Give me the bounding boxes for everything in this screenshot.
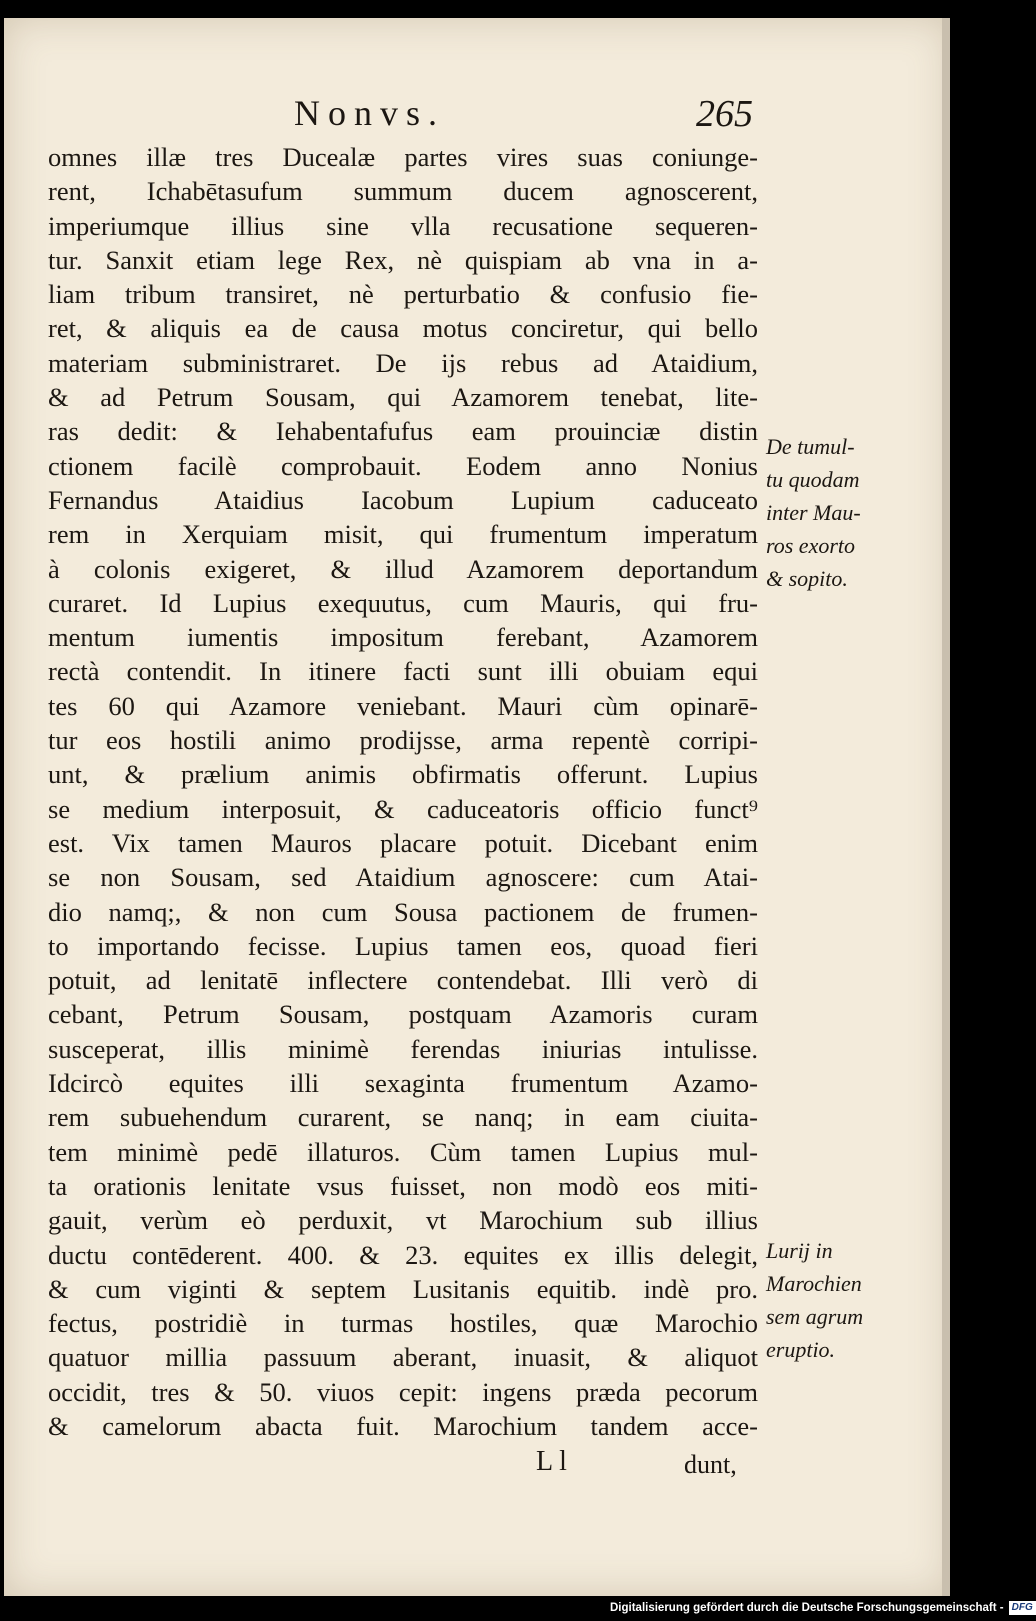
text-line: tes 60 qui Azamore veniebant. Mauri cùm opinarē- <box>48 690 758 721</box>
marginal-note-line: De tumul- <box>766 434 855 459</box>
text-line: imperiumque illius sine vlla recusatione sequeren- <box>48 210 758 241</box>
text-line: gauit, verùm eò perduxit, vt Marochium sub illius <box>48 1205 758 1236</box>
text-line: curaret. Id Lupius exequutus, cum Mauris, qui fru- <box>48 587 758 618</box>
marginal-note-line: eruptio. <box>766 1337 836 1362</box>
text-line: rem subuehendum curarent, se nanq; in eam ciuita- <box>48 1102 758 1133</box>
text-line: tur. Sanxit etiam lege Rex, nè quispiam ab vna in a- <box>48 244 758 275</box>
text-line: ductu contēderent. 400. & 23. equites ex illis delegit, <box>48 1239 758 1270</box>
text-line: ctionem facilè comprobauit. Eodem anno Nonius <box>48 450 758 481</box>
text-line: unt, & prælium animis obfirmatis offerunt. Lupius <box>48 759 758 790</box>
text-line: occidit, tres & 50. viuos cepit: ingens præda pecorum <box>48 1376 758 1407</box>
marginal-note-line: & sopito. <box>766 566 848 591</box>
text-line: susceperat, illis minimè ferendas iniurias intulisse. <box>48 1033 758 1064</box>
marginal-note-line: Lurij in <box>766 1238 833 1263</box>
marginal-note-line: Marochien <box>766 1271 862 1296</box>
text-line: Idcircò equites illi sexaginta frumentum Azamo- <box>48 1068 758 1099</box>
signature-mark: L l <box>536 1446 567 1477</box>
text-line: rem in Xerquiam misit, qui frumentum imperatum <box>48 519 758 550</box>
text-line: rent, Ichabētasufum summum ducem agnoscerent, <box>48 176 758 207</box>
marginal-note-tumult <box>766 430 916 595</box>
text-line: fectus, postridiè in turmas hostiles, quæ Marochio <box>48 1308 758 1339</box>
marginal-note-eruption <box>766 1234 916 1366</box>
text-line: est. Vix tamen Mauros placare potuit. Dicebant enim <box>48 827 758 858</box>
text-line: omnes illæ tres Ducealæ partes vires suas coniunge- <box>48 142 758 172</box>
text-line: cebant, Petrum Sousam, postquam Azamoris curam <box>48 999 758 1030</box>
main-text-block <box>48 140 758 1443</box>
text-line: à colonis exigeret, & illud Azamorem deportandum <box>48 553 758 584</box>
text-line: & cum viginti & septem Lusitanis equitib. indè pro. <box>48 1273 758 1304</box>
digitization-credit <box>610 1598 1036 1618</box>
catchword: dunt, <box>684 1450 737 1479</box>
text-line: ta orationis lenitate vsus fuisset, non modò eos miti- <box>48 1170 758 1201</box>
text-line: liam tribum transiret, nè perturbatio & confusio fie- <box>48 279 758 310</box>
text-line: materiam subministraret. De ijs rebus ad Ataidium, <box>48 347 758 378</box>
text-line: to importando fecisse. Lupius tamen eos, quoad fieri <box>48 930 758 961</box>
running-title: Nonvs. <box>294 93 446 133</box>
text-line: ret, & aliquis ea de causa motus conciretur, qui bello <box>48 313 758 344</box>
marginal-note-line: ros exorto <box>766 533 856 558</box>
text-line: mentum iumentis impositum ferebant, Azamorem <box>48 622 758 653</box>
marginal-note-line: inter Mau- <box>766 500 861 525</box>
page-footer <box>4 1446 950 1482</box>
text-line: tur eos hostili animo prodijsse, arma repentè corripi- <box>48 725 758 756</box>
text-line: rectà contendit. In itinere facti sunt illi obuiam equi <box>48 656 758 687</box>
text-line: dio namq;, & non cum Sousa pactionem de frumen- <box>48 896 758 927</box>
page-number: 265 <box>696 93 753 135</box>
text-line: ras dedit: & Iehabentafufus eam prouinciæ distin <box>48 416 758 447</box>
text-line: & camelorum abacta fuit. Marochium tandem acce- <box>48 1410 758 1441</box>
dfg-logo: DFG <box>1009 1601 1036 1615</box>
page-header <box>4 92 950 135</box>
text-line: Fernandus Ataidius Iacobum Lupium caduceato <box>48 484 758 515</box>
text-line: se non Sousam, sed Ataidium agnoscere: cum Atai- <box>48 862 758 893</box>
credit-text: Digitalisierung gefördert durch die Deutsche Forschungsgemeinschaft - <box>610 1602 1004 1614</box>
marginal-note-line: tu quodam <box>766 467 860 492</box>
book-page <box>4 18 950 1596</box>
text-line: se medium interposuit, & caduceatoris officio funct⁹ <box>48 793 758 824</box>
marginal-note-line: sem agrum <box>766 1304 864 1329</box>
text-line: potuit, ad lenitatē inflectere contendebat. Illi verò di <box>48 965 758 996</box>
text-line: tem minimè pedē illaturos. Cùm tamen Lupius mul- <box>48 1136 758 1167</box>
text-line: & ad Petrum Sousam, qui Azamorem tenebat, lite- <box>48 382 758 413</box>
text-line: quatuor millia passuum aberant, inuasit, & aliquot <box>48 1342 758 1373</box>
page-edge <box>942 18 950 1596</box>
